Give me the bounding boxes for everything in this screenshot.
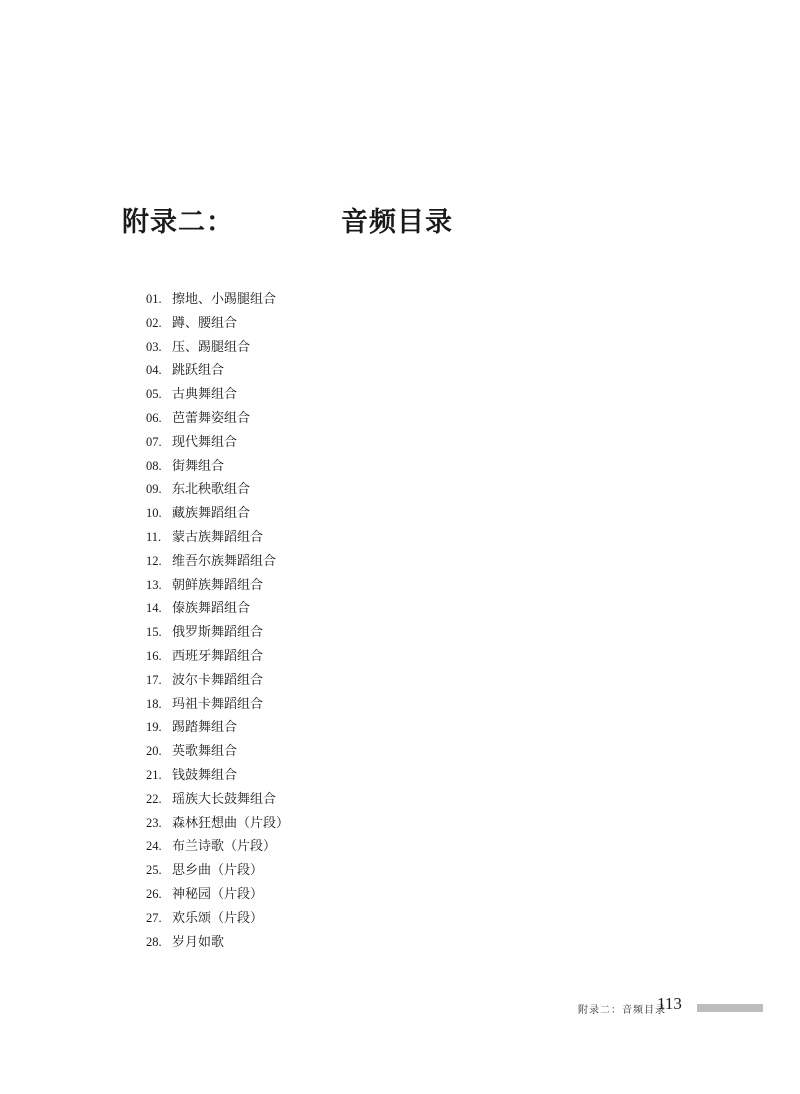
track-number: 28.: [146, 934, 162, 949]
list-item: [146, 645, 289, 669]
track-number: 13.: [146, 577, 162, 592]
list-item: [146, 621, 289, 645]
track-title: 西班牙舞蹈组合: [172, 648, 264, 664]
audio-track-list: [146, 288, 289, 954]
track-number: 22.: [146, 791, 162, 806]
track-number: 27.: [146, 910, 162, 925]
list-item: [146, 359, 289, 383]
track-number: 05.: [146, 387, 162, 402]
track-title: 钱鼓舞组合: [172, 767, 238, 783]
track-title: 压、踢腿组合: [172, 339, 251, 355]
track-title: 芭蕾舞姿组合: [172, 410, 251, 426]
track-title: 傣族舞蹈组合: [172, 601, 251, 617]
track-number: 01.: [146, 292, 162, 306]
track-title: 擦地、小踢腿组合: [172, 292, 277, 307]
track-title: 东北秧歌组合: [172, 482, 251, 498]
list-item: [146, 312, 289, 336]
track-number: 03.: [146, 339, 162, 354]
track-number: 17.: [146, 672, 162, 687]
track-title: 俄罗斯舞蹈组合: [172, 625, 264, 641]
list-item: [146, 383, 289, 407]
list-item: [146, 288, 289, 312]
track-number: 12.: [146, 553, 162, 568]
list-item: [146, 574, 289, 598]
list-item: [146, 788, 289, 812]
track-title: 欢乐颂（片段）: [172, 910, 264, 926]
track-title: 神秘园（片段）: [172, 886, 264, 902]
track-title: 蹲、腰组合: [172, 315, 238, 331]
track-title: 英歌舞组合: [172, 744, 238, 760]
list-item: [146, 740, 289, 764]
track-title: 街舞组合: [172, 458, 225, 474]
list-item: [146, 431, 289, 455]
page-heading: [122, 200, 542, 244]
list-item: [146, 859, 289, 883]
track-number: 15.: [146, 625, 162, 640]
list-item: [146, 455, 289, 479]
list-item: [146, 693, 289, 717]
track-number: 25.: [146, 863, 162, 878]
list-item: [146, 931, 289, 955]
list-item: [146, 502, 289, 526]
list-item: [146, 764, 289, 788]
track-title: 古典舞组合: [172, 387, 238, 403]
track-number: 18.: [146, 696, 162, 711]
track-number: 19.: [146, 720, 162, 735]
list-item: [146, 716, 289, 740]
list-item: [146, 907, 289, 931]
page-footer: [570, 994, 770, 1018]
list-item: [146, 550, 289, 574]
track-number: 06.: [146, 410, 162, 425]
track-title: 维吾尔族舞蹈组合: [172, 553, 277, 569]
list-item: [146, 835, 289, 859]
track-title: 瑶族大长鼓舞组合: [172, 791, 277, 807]
track-number: 11.: [146, 529, 162, 544]
footer-section-label: 附录二：音频目录: [578, 1005, 666, 1016]
list-item: [146, 597, 289, 621]
track-number: 10.: [146, 506, 162, 521]
track-title: 思乡曲（片段）: [172, 863, 264, 879]
footer-page-number: 113: [657, 994, 682, 1013]
track-number: 09.: [146, 482, 162, 497]
track-title: 蒙古族舞蹈组合: [172, 529, 264, 545]
track-title: 朝鲜族舞蹈组合: [172, 577, 264, 593]
track-number: 02.: [146, 315, 162, 330]
heading-prefix: 附录二：: [122, 207, 234, 238]
track-title: 藏族舞蹈组合: [172, 506, 251, 522]
track-number: 04.: [146, 363, 162, 378]
track-number: 20.: [146, 744, 162, 759]
track-number: 21.: [146, 767, 162, 782]
list-item: [146, 883, 289, 907]
track-number: 14.: [146, 601, 162, 616]
list-item: [146, 669, 289, 693]
track-title: 森林狂想曲（片段）: [172, 815, 290, 831]
list-item: [146, 336, 289, 360]
track-title: 岁月如歌: [172, 934, 225, 950]
list-item: [146, 407, 289, 431]
track-title: 踢踏舞组合: [172, 720, 238, 736]
track-number: 24.: [146, 839, 162, 854]
track-number: 08.: [146, 458, 162, 473]
track-number: 23.: [146, 815, 162, 830]
track-title: 跳跃组合: [172, 363, 225, 379]
track-title: 布兰诗歌（片段）: [172, 839, 277, 855]
track-number: 16.: [146, 648, 162, 663]
track-title: 玛祖卡舞蹈组合: [172, 696, 264, 712]
track-number: 07.: [146, 434, 162, 449]
footer-decorative-bar: [697, 1004, 763, 1012]
track-number: 26.: [146, 886, 162, 901]
track-title: 波尔卡舞蹈组合: [172, 672, 264, 688]
list-item: [146, 526, 289, 550]
heading-title: 音频目录: [341, 207, 453, 238]
track-title: 现代舞组合: [172, 434, 238, 450]
list-item: [146, 812, 289, 836]
list-item: [146, 478, 289, 502]
